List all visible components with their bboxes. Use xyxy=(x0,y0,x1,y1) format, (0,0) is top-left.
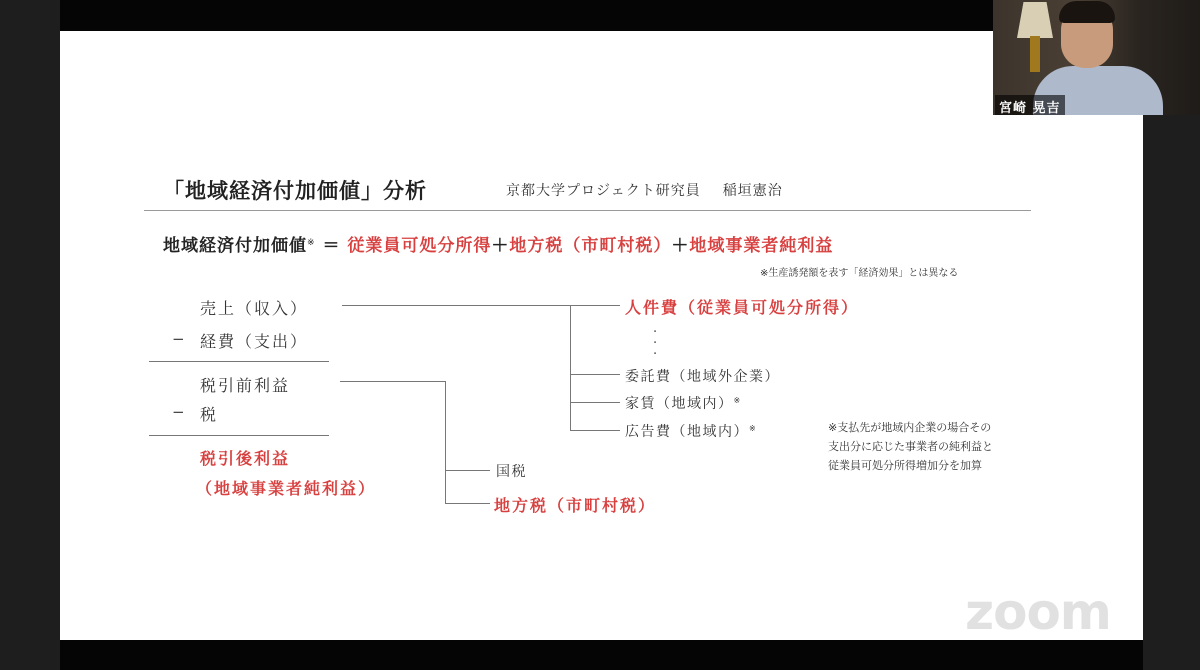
subtotal-line-2 xyxy=(149,435,329,436)
side-note-line-2: 支出分に応じた事業者の純利益と xyxy=(828,440,993,453)
connector-advertising xyxy=(570,430,620,431)
slide-author xyxy=(506,180,783,200)
bottom-letterbox xyxy=(60,640,1143,670)
branch-rent xyxy=(625,393,742,413)
connector-revenue xyxy=(342,305,620,306)
formula-term-net-profit: 地域事業者純利益 xyxy=(689,236,834,256)
branch-outsourcing: 委託費（地域外企業） xyxy=(625,369,780,385)
branch-advertising xyxy=(625,421,757,441)
participant-name-tag: 宮崎 晃吉 xyxy=(995,95,1065,115)
label-local-business-net-profit: （地域事業者純利益） xyxy=(196,479,377,498)
left-letterbox xyxy=(0,0,60,670)
branch-rent-label: 家賃（地域内） xyxy=(625,396,734,412)
formula-term-local-tax: 地方税（市町村税） xyxy=(509,236,672,256)
label-revenue: 売上（収入） xyxy=(200,299,309,318)
minus-sign-1: − xyxy=(172,330,185,348)
branch-rent-mark: ※ xyxy=(733,396,742,405)
branch-local-tax: 地方税（市町村税） xyxy=(494,496,657,515)
connector-local-tax xyxy=(445,503,490,504)
slide-title: 「地域経済付加価値」分析 xyxy=(163,179,427,203)
formula-equals: ＝ xyxy=(315,236,348,256)
label-tax: 税 xyxy=(200,405,219,424)
branch-labor-cost: 人件費（従業員可処分所得） xyxy=(625,298,860,317)
title-divider xyxy=(144,210,1031,211)
branch-advertising-mark: ※ xyxy=(749,424,758,433)
zoom-watermark-logo: zoom xyxy=(965,583,1111,641)
formula-plus-2: ＋ xyxy=(671,236,690,256)
label-aftertax-profit: 税引後利益 xyxy=(200,449,291,468)
subtotal-line-1 xyxy=(149,361,329,362)
lamp-base xyxy=(1030,36,1040,72)
connector-outsourcing xyxy=(570,374,620,375)
shared-slide xyxy=(60,31,1143,640)
branch-advertising-label: 広告費（地域内） xyxy=(625,424,749,440)
formula-plus-1: ＋ xyxy=(491,236,510,256)
author-affiliation: 京都大学プロジェクト研究員 xyxy=(506,183,701,199)
connector-rent xyxy=(570,402,620,403)
participant-hair xyxy=(1059,1,1115,23)
participant-video-tile[interactable] xyxy=(993,0,1200,115)
formula-note: ※生産誘発額を表す「経済効果」とは異なる xyxy=(760,268,959,279)
side-note-line-3: 従業員可処分所得増加分を加算 xyxy=(828,459,982,472)
formula-term-employee-income: 従業員可処分所得 xyxy=(347,236,492,256)
branch-national-tax: 国税 xyxy=(496,464,527,480)
minus-sign-2: − xyxy=(172,403,185,421)
top-letterbox xyxy=(60,0,1143,31)
connector-pretax xyxy=(340,381,446,382)
side-note xyxy=(828,418,1048,475)
side-note-line-1: ※支払先が地域内企業の場合その xyxy=(828,421,992,434)
formula-lhs: 地域経済付加価値 xyxy=(163,236,307,256)
label-pretax-profit: 税引前利益 xyxy=(200,376,291,395)
connector-national-tax xyxy=(445,470,490,471)
author-name: 稲垣憲治 xyxy=(722,183,783,199)
connector-tax-trunk xyxy=(445,381,446,503)
branch-ellipsis: . . . xyxy=(653,321,658,358)
label-expenses: 経費（支出） xyxy=(200,332,309,351)
formula xyxy=(163,231,833,256)
connector-expense-trunk xyxy=(570,305,571,431)
formula-lhs-mark: ※ xyxy=(307,238,316,248)
